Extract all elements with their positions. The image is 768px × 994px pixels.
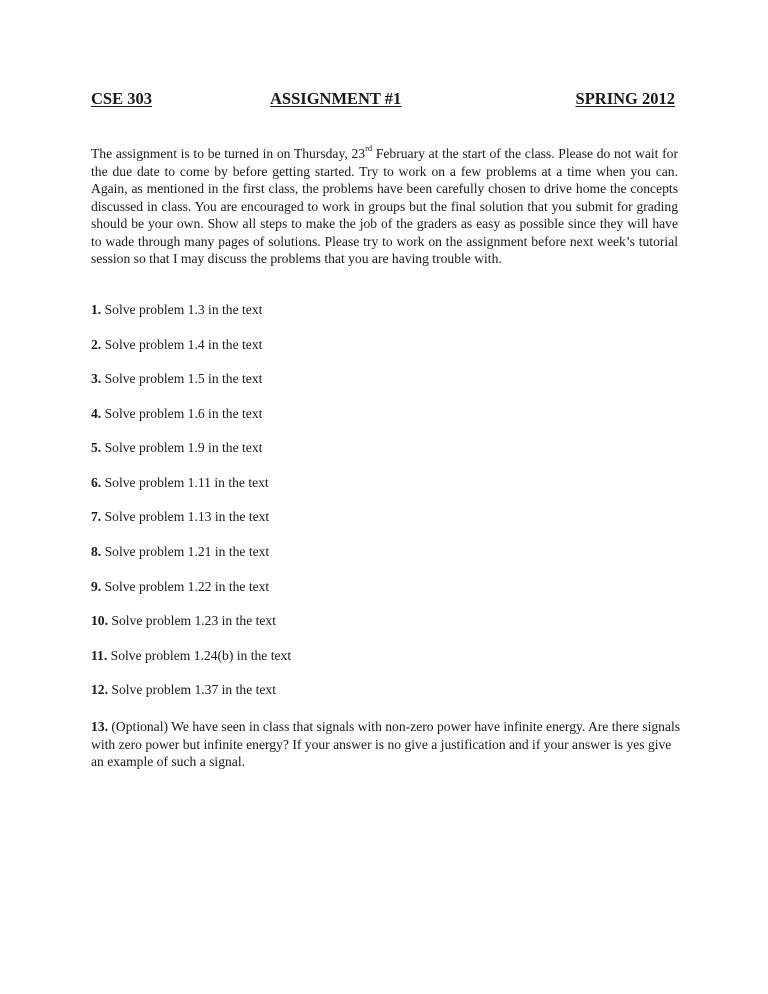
problem-item <box>91 612 276 630</box>
problem-text: (Optional) We have seen in class that signals with non-zero power have infinite energy. Are there signals with zero power but infinite energy? If your answer is no give a justification and if your answer is yes give an example of such a signal. <box>91 719 681 769</box>
problem-text: Solve problem 1.37 in the text <box>108 682 277 697</box>
problem-number: 9. <box>91 579 102 594</box>
problem-text: Solve problem 1.21 in the text <box>101 544 270 559</box>
problem-text: Solve problem 1.9 in the text <box>101 440 263 455</box>
intro-paragraph <box>91 145 678 268</box>
problem-text: Solve problem 1.13 in the text <box>101 509 270 524</box>
intro-text-part1: The assignment is to be turned in on Thursday, 23 <box>91 146 366 161</box>
problem-number: 5. <box>91 440 102 455</box>
problem-number: 3. <box>91 371 102 386</box>
problem-number: 6. <box>91 475 102 490</box>
problem-item <box>91 647 291 665</box>
problem-item <box>91 370 262 388</box>
problem-number: 4. <box>91 406 102 421</box>
problem-number: 13. <box>91 719 108 734</box>
problem-number: 2. <box>91 337 102 352</box>
problem-text: Solve problem 1.5 in the text <box>101 371 263 386</box>
problem-item <box>91 405 262 423</box>
problem-item <box>91 508 269 526</box>
course-code: CSE 303 <box>91 89 152 108</box>
problem-number: 10. <box>91 613 108 628</box>
problem-text: Solve problem 1.3 in the text <box>101 302 263 317</box>
problem-text: Solve problem 1.22 in the text <box>101 579 270 594</box>
term-label: SPRING 2012 <box>575 89 675 108</box>
problem-item-optional <box>91 718 681 771</box>
problem-item <box>91 301 262 319</box>
problem-text: Solve problem 1.6 in the text <box>101 406 263 421</box>
problem-number: 7. <box>91 509 102 524</box>
problem-text: Solve problem 1.11 in the text <box>101 475 269 490</box>
problem-number: 1. <box>91 302 102 317</box>
problem-item <box>91 336 262 354</box>
problem-item <box>91 543 269 561</box>
problem-text: Solve problem 1.24(b) in the text <box>107 648 292 663</box>
problem-item <box>91 439 262 457</box>
problem-number: 12. <box>91 682 108 697</box>
problem-number: 8. <box>91 544 102 559</box>
problem-item <box>91 681 276 699</box>
document-header <box>91 89 675 113</box>
problem-item <box>91 578 269 596</box>
problem-text: Solve problem 1.4 in the text <box>101 337 263 352</box>
intro-text-part2: February at the start of the class. Please do not wait for the due date to come by before getting started. Try to work on a few problems at a time when you can. Again, as mentioned in the first class, the problems have been carefully chosen to drive home the concepts discussed in class. You are encouraged to work in groups but the final solution that you submit for grading should be your own. Show all steps to make the job of the graders as easy as possible since they will have to wade through many pages of solutions. Please try to work on the assignment before next week’s tutorial session so that I may discuss the problems that you are having trouble with. <box>91 146 678 266</box>
problem-number: 11. <box>91 648 108 663</box>
date-superscript: rd <box>365 143 373 154</box>
assignment-title: ASSIGNMENT #1 <box>270 89 402 108</box>
problem-text: Solve problem 1.23 in the text <box>108 613 277 628</box>
problem-item <box>91 474 269 492</box>
